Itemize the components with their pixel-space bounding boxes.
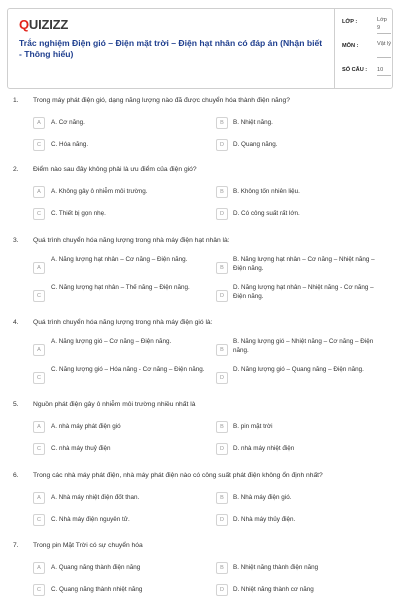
option-b-box[interactable]: B bbox=[216, 421, 228, 433]
option-c-text[interactable]: C. nhà máy thuỷ điện bbox=[51, 445, 111, 452]
option-a-text[interactable]: A. Quang năng thành điện năng bbox=[51, 564, 141, 571]
option-d-box[interactable]: D bbox=[216, 514, 228, 526]
option-d-text[interactable]: D. Có công suất rất lớn. bbox=[233, 210, 300, 217]
question-text: Quá trình chuyển hóa năng lượng trong nhà máy điện hạt nhân là: bbox=[33, 237, 230, 244]
subject-underline bbox=[377, 57, 391, 58]
worksheet-header bbox=[7, 8, 393, 89]
option-a-text[interactable]: A. nhà máy phát điện gió bbox=[51, 423, 121, 430]
option-d-box[interactable]: D bbox=[216, 290, 228, 302]
option-d-text[interactable]: D. Quang năng. bbox=[233, 141, 278, 148]
question-text: Quá trình chuyển hóa năng lượng trong nhà máy điện gió là: bbox=[33, 319, 213, 326]
option-d-text[interactable]: D. Năng lượng hạt nhân – Nhiệt năng - Cơ năng – Điện năng. bbox=[233, 284, 374, 300]
option-a-text[interactable]: A. Năng lượng hạt nhân – Cơ năng – Điện năng. bbox=[51, 256, 188, 263]
option-d-text[interactable]: D. Nhiệt năng thành cơ năng bbox=[233, 586, 314, 593]
option-a-text[interactable]: A. Năng lượng gió – Cơ năng – Điện năng. bbox=[51, 338, 172, 345]
option-a-box[interactable]: A bbox=[33, 262, 45, 274]
option-b-text[interactable]: B. Không tốn nhiên liệu. bbox=[233, 188, 300, 195]
option-c-box[interactable]: C bbox=[33, 514, 45, 526]
option-a-box[interactable]: A bbox=[33, 492, 45, 504]
question-text: Điểm nào sau đây không phải là ưu điểm của điện gió? bbox=[33, 166, 197, 173]
question-text: Trong máy phát điện gió, dạng năng lượng nào đã được chuyển hóa thành điện năng? bbox=[33, 97, 290, 104]
option-d-text[interactable]: D. nhà máy nhiệt điện bbox=[233, 445, 295, 452]
option-a-text[interactable]: A. Cơ năng. bbox=[51, 119, 85, 126]
option-b-text[interactable]: B. Nhiệt năng. bbox=[233, 119, 273, 126]
option-c-box[interactable]: C bbox=[33, 139, 45, 151]
option-c-box[interactable]: C bbox=[33, 584, 45, 596]
question-text: Nguồn phát điện gây ô nhiễm môi trường nhiều nhất là bbox=[33, 401, 196, 408]
question-number: 5. bbox=[13, 401, 19, 408]
option-b-text[interactable]: B. Năng lượng hạt nhân – Cơ năng – Nhiệt năng – Điện năng. bbox=[233, 256, 375, 272]
option-d-box[interactable]: D bbox=[216, 208, 228, 220]
question-text: Trong các nhà máy phát điện, nhà máy phát điện nào có công suất phát điện không ổn định nhất? bbox=[33, 472, 323, 479]
option-d-box[interactable]: D bbox=[216, 372, 228, 384]
option-c-box[interactable]: C bbox=[33, 208, 45, 220]
subject-value: Vật lý bbox=[377, 41, 391, 47]
question-count-value: 10 bbox=[377, 67, 384, 73]
option-b-box[interactable]: B bbox=[216, 262, 228, 274]
option-d-box[interactable]: D bbox=[216, 584, 228, 596]
option-b-box[interactable]: B bbox=[216, 117, 228, 129]
option-c-box[interactable]: C bbox=[33, 372, 45, 384]
option-a-box[interactable]: A bbox=[33, 562, 45, 574]
option-d-box[interactable]: D bbox=[216, 139, 228, 151]
option-c-text[interactable]: C. Năng lượng gió – Hóa năng - Cơ năng – Điện năng. bbox=[51, 366, 205, 373]
quizizz-logo: QUIZIZZ bbox=[19, 17, 69, 32]
question-number: 2. bbox=[13, 166, 19, 173]
grade-value: Lớp 9 bbox=[377, 17, 387, 31]
subject-label: MÔN : bbox=[342, 43, 359, 49]
option-c-text[interactable]: C. Nhà máy điện nguyên tử. bbox=[51, 516, 130, 523]
option-b-text[interactable]: B. Nhiệt năng thành điện năng bbox=[233, 564, 319, 571]
question-number: 1. bbox=[13, 97, 19, 104]
question-count-label: SỐ CÂU : bbox=[342, 67, 368, 73]
option-c-box[interactable]: C bbox=[33, 290, 45, 302]
option-d-text[interactable]: D. Năng lượng gió – Quang năng – Điện năng. bbox=[233, 366, 364, 373]
worksheet-title: Trắc nghiệm Điện gió – Điện mặt trời – Điện hạt nhân có đáp án (Nhận biết - Thông hiểu) bbox=[19, 38, 323, 59]
option-b-text[interactable]: B. Nhà máy điện gió. bbox=[233, 494, 292, 501]
option-a-text[interactable]: A. Nhà máy nhiệt điện đốt than. bbox=[51, 494, 140, 501]
option-c-text[interactable]: C. Quang năng thành nhiệt năng bbox=[51, 586, 143, 593]
option-c-text[interactable]: C. Năng lượng hạt nhân – Thế năng – Điện năng. bbox=[51, 284, 190, 291]
option-c-text[interactable]: C. Hóa năng. bbox=[51, 141, 89, 148]
question-number: 6. bbox=[13, 472, 19, 479]
option-a-box[interactable]: A bbox=[33, 344, 45, 356]
question-text: Trong pin Mặt Trời có sự chuyển hóa bbox=[33, 542, 143, 549]
option-d-text[interactable]: D. Nhà máy thủy điện. bbox=[233, 516, 296, 523]
option-a-text[interactable]: A. Không gây ô nhiễm môi trường. bbox=[51, 188, 148, 195]
grade-label: LỚP : bbox=[342, 19, 358, 25]
option-a-box[interactable]: A bbox=[33, 117, 45, 129]
option-c-box[interactable]: C bbox=[33, 443, 45, 455]
option-b-text[interactable]: B. pin mặt trời bbox=[233, 423, 273, 430]
header-divider bbox=[334, 9, 335, 88]
option-b-box[interactable]: B bbox=[216, 562, 228, 574]
question-number: 7. bbox=[13, 542, 19, 549]
question-number: 4. bbox=[13, 319, 19, 326]
question-number: 3. bbox=[13, 237, 19, 244]
option-b-text[interactable]: B. Năng lượng gió – Nhiệt năng – Cơ năng – Điện năng. bbox=[233, 338, 374, 354]
option-a-box[interactable]: A bbox=[33, 421, 45, 433]
option-a-box[interactable]: A bbox=[33, 186, 45, 198]
option-b-box[interactable]: B bbox=[216, 186, 228, 198]
option-b-box[interactable]: B bbox=[216, 492, 228, 504]
option-d-box[interactable]: D bbox=[216, 443, 228, 455]
grade-underline bbox=[377, 33, 391, 34]
option-b-box[interactable]: B bbox=[216, 344, 228, 356]
option-c-text[interactable]: C. Thiết bị gọn nhẹ. bbox=[51, 210, 106, 217]
question-count-underline bbox=[377, 75, 391, 76]
